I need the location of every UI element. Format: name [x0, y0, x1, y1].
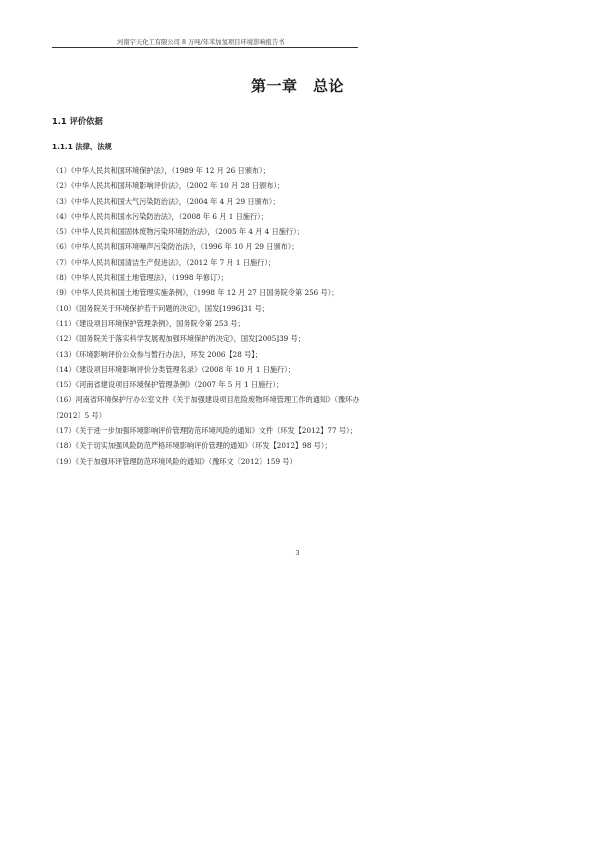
law-item: （10）《国务院关于环境保护若干问题的决定》，国发[1996]31 号； [52, 303, 269, 313]
law-item: （5）《中华人民共和国固体废物污染环境防治法》，（2005 年 4 月 4 日施行）； [52, 227, 304, 237]
law-item: （19）《关于加强环评管理防范环境风险的通知》（豫环文〔2012〕159 号） [52, 456, 297, 466]
section-heading: 1.1 评价依据 [52, 116, 103, 126]
law-item: （18）《关于切实加强风险防范严格环境影响评价管理的通知》（环发【2012】98 号）； [52, 441, 332, 451]
page-number: 3 [295, 549, 300, 557]
law-item: （6）《中华人民共和国环境噪声污染防治法》，（1996 年 10 月 29 日颁布）； [52, 242, 299, 252]
law-item: （15）《河南省建设项目环境保护管理条例》（2007 年 5 月 1 日施行）； [52, 380, 284, 390]
law-item: （8）《中华人民共和国土地管理法》，（1998 年修订）； [52, 273, 229, 283]
subsection-heading: 1.1.1 法律、法规 [52, 142, 112, 151]
laws-list [52, 163, 372, 469]
chapter-title: 第一章 总论 [250, 77, 344, 95]
law-item: （4）《中华人民共和国水污染防治法》，（2008 年 6 月 1 日施行）； [52, 211, 268, 221]
law-item: （14）《建设项目环境影响评价分类管理名录》（2008 年 10 月 1 日施行）； [52, 364, 296, 374]
law-item: （9）《中华人民共和国土地管理实施条例》，（1998 年 12 月 27 日国务院令第 256 号）； [52, 288, 339, 298]
law-item: （11）《建设项目环境保护管理条例》，国务院令第 253 号； [52, 318, 245, 328]
header-divider [52, 47, 358, 48]
law-item: （16）河南省环境保护厅办公室文件《关于加强建设项目危险废物环境管理工作的通知》（豫环办〔2012〕5 号） [52, 395, 360, 420]
law-item: （7）《中华人民共和国清洁生产促进法》，（2012 年 7 月 1 日施行）； [52, 257, 276, 267]
law-item: （12）《国务院关于落实科学发展观加强环境保护的决定》，国发[2005]39 号； [52, 334, 305, 344]
running-header: 河南宇天化工有限公司 8 万吨/年苯加氢项目环境影响报告书 [117, 39, 285, 46]
law-item: （1）《中华人民共和国环境保护法》，（1989 年 12 月 26 日颁布）； [52, 166, 270, 175]
law-item: （3）《中华人民共和国大气污染防治法》，（2004 年 4 月 29 日颁布）； [52, 196, 280, 206]
law-item: （17）《关于进一步加强环境影响评价管理防范环境风险的通知》文件（环发【2012】77 号）； [52, 426, 357, 436]
law-item: （13）《环境影响评价公众参与暂行办法》，环发 2006【28 号】； [52, 349, 263, 359]
law-item: （2）《中华人民共和国环境影响评价法》，（2002 年 10 月 28 日颁布）； [52, 181, 285, 191]
